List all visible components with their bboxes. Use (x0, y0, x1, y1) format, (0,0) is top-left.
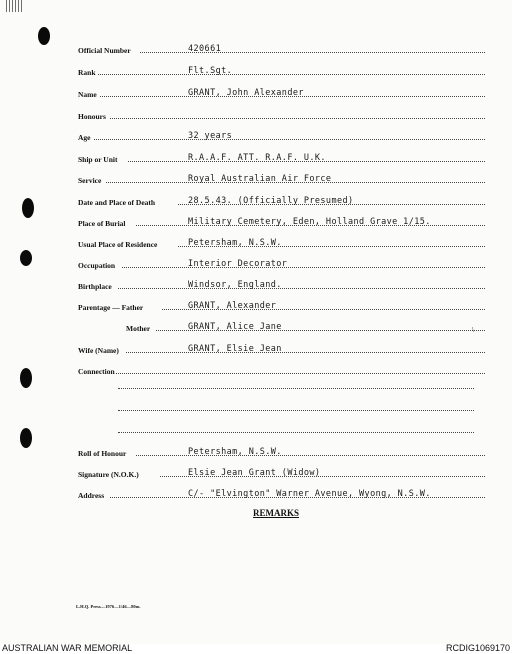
dotted-line (122, 267, 485, 268)
name-value: GRANT, John Alexander (188, 88, 304, 98)
archive-name: AUSTRALIAN WAR MEMORIAL (2, 643, 133, 653)
roll-of-honour-value: Petersham, N.S.W. (188, 447, 282, 457)
row-address (78, 488, 478, 500)
remarks-heading: REMARKS (253, 508, 300, 518)
row-date-place-death (78, 195, 478, 207)
signature-value: Elsie Jean Grant (Widow) (188, 468, 321, 478)
punch-hole (20, 250, 32, 266)
punch-hole (20, 368, 32, 388)
printer-footnote: L.H.Q. Press—1976—1/46—80m. (76, 604, 141, 609)
ship-or-unit-label: Ship or Unit (78, 155, 118, 164)
row-usual-residence (78, 237, 478, 249)
address-label: Address (78, 491, 105, 500)
row-occupation (78, 258, 478, 270)
connection-label: Connection (78, 367, 115, 376)
dotted-line (126, 352, 485, 353)
row-rank (78, 65, 478, 77)
row-roll-of-honour (78, 446, 478, 458)
punch-hole (22, 198, 34, 218)
connection-dotted-line (118, 410, 474, 411)
place-of-burial-label: Place of Burial (78, 219, 126, 228)
usual-residence-label: Usual Place of Residence (78, 240, 158, 249)
archive-reference: RCDIG1069170 (445, 643, 510, 653)
row-signature (78, 467, 478, 479)
official-number-label: Official Number (78, 46, 131, 55)
mother-label: Mother (126, 324, 151, 333)
service-value: Royal Australian Air Force (188, 174, 332, 184)
birthplace-value: Windsor, England. (188, 280, 282, 290)
usual-residence-value: Petersham, N.S.W. (188, 238, 282, 248)
honours-label: Honours (78, 112, 106, 121)
age-label: Age (78, 133, 91, 142)
connection-dotted-line (118, 432, 474, 433)
address-value: C/- "Elvington" Warner Avenue, Wyong, N.S.W. (188, 489, 431, 499)
row-connection (78, 364, 478, 376)
punch-hole (38, 27, 50, 45)
ship-or-unit-value: R.A.A.F. ATT. R.A.F. U.K. (188, 153, 326, 163)
rank-label: Rank (78, 68, 96, 77)
name-label: Name (78, 90, 97, 99)
row-service (78, 173, 478, 185)
signature-label: Signature (N.O.K.) (78, 470, 139, 479)
row-honours (78, 109, 478, 121)
connection-dotted-line (118, 388, 474, 389)
service-label: Service (78, 176, 102, 185)
father-label: Parentage — Father (78, 303, 144, 312)
mother-value: GRANT, Alice Jane (188, 322, 282, 332)
official-number-value: 420661 (188, 44, 222, 54)
father-value: GRANT, Alexander (188, 301, 277, 311)
dotted-line (94, 139, 485, 140)
date-place-death-value: 28.5.43. (Officially Presumed) (188, 196, 354, 206)
dotted-line (118, 288, 485, 289)
dotted-line (116, 373, 485, 374)
archive-footer (0, 644, 512, 654)
row-birthplace (78, 279, 478, 291)
row-father (78, 300, 478, 312)
roll-of-honour-label: Roll of Honour (78, 449, 127, 458)
margin-tick-mark: \ (472, 326, 474, 334)
place-of-burial-value: Military Cemetery, Eden, Holland Grave 1/15. (188, 217, 431, 227)
dotted-line (110, 118, 485, 119)
occupation-value: Interior Decorator (188, 259, 288, 269)
row-wife (78, 343, 478, 355)
age-value: 32 years (188, 131, 233, 141)
rank-value: Flt.Sgt. (188, 66, 233, 76)
wife-value: GRANT, Elsie Jean (188, 344, 282, 354)
row-age (78, 130, 478, 142)
date-place-death-label: Date and Place of Death (78, 198, 156, 207)
dotted-line (98, 74, 485, 75)
row-official-number (78, 43, 478, 55)
occupation-label: Occupation (78, 261, 116, 270)
row-name (78, 87, 478, 99)
corner-scan-mark (6, 0, 22, 12)
row-place-of-burial (78, 216, 478, 228)
row-mother (78, 321, 478, 333)
wife-label: Wife (Name) (78, 346, 119, 355)
birthplace-label: Birthplace (78, 282, 112, 291)
row-ship-or-unit (78, 152, 478, 164)
punch-hole (20, 428, 32, 448)
